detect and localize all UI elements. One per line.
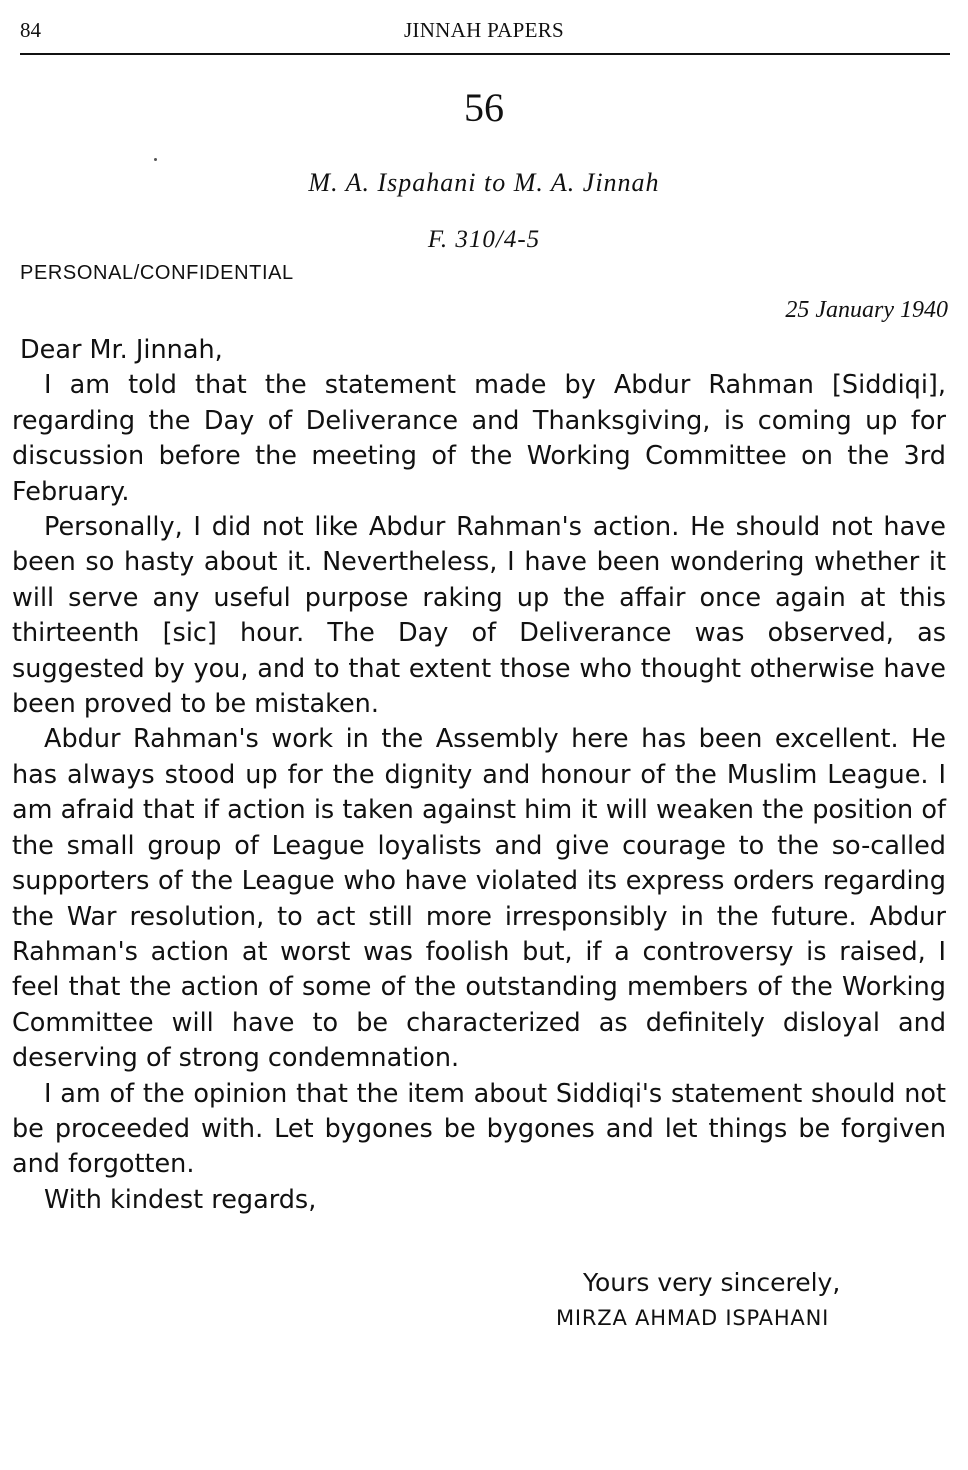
running-title: JINNAH PAPERS [403,18,565,42]
letter-body [12,333,946,1218]
page-number: 84 [20,18,41,42]
confidentiality-marking: PERSONAL/CONFIDENTIAL [20,262,294,284]
letter-paragraph-4: I am of the opinion that the item about Siddiqi's statement should not be proceeded with. Let bygones be bygones and let things be forgiven and forgotten. [12,1078,946,1180]
letter-paragraph-1: I am told that the statement made by Abdur Rahman [Siddiqi], regarding the Day of Deliverance and Thanksgiving, is coming up for discussion before the meeting of the Working Committee on the 3rd February. [12,370,946,507]
document-title: M. A. Ispahani to M. A. Jinnah [308,168,660,197]
document-number: 56 [464,85,504,130]
salutation: Dear Mr. Jinnah, [20,335,223,365]
letter-paragraph-2: Personally, I did not like Abdur Rahman's action. He should not have been so hasty about it. Nevertheless, I have been wondering whether it will serve any useful purpose raking up the affair once again at this thirteenth [sic] hour. The Day of Deliverance was observed, as suggested by you, and to that extent those who thought otherwise have been proved to be mistaken. [12,512,946,720]
signature-name: MIRZA AHMAD ISPAHANI [556,1306,830,1330]
closing-line: With kindest regards, [44,1184,317,1215]
letter-date: 25 January 1940 [785,297,948,323]
letter-paragraph-3: Abdur Rahman's work in the Assembly here has been excellent. He has always stood up for the dignity and honour of the Muslim League. I am afraid that if action is taken against him it will weaken the position of the small group of League loyalists and give courage to the so-called supporters of the League who have violated its express orders regarding the War resolution, to act still more irresponsibly in the future. Abdur Rahman's action at worst was foolish but, if a controversy is raised, I feel that the action of some of the outstanding members of the Working Committee will have to be characterized as definitely disloyal and deserving of strong condemnation. [12,724,946,1074]
signoff: Yours very sincerely, [583,1268,841,1297]
print-speck [154,158,157,161]
running-head [20,14,948,46]
document-reference: F. 310/4-5 [427,226,541,253]
header-rule [20,53,950,55]
